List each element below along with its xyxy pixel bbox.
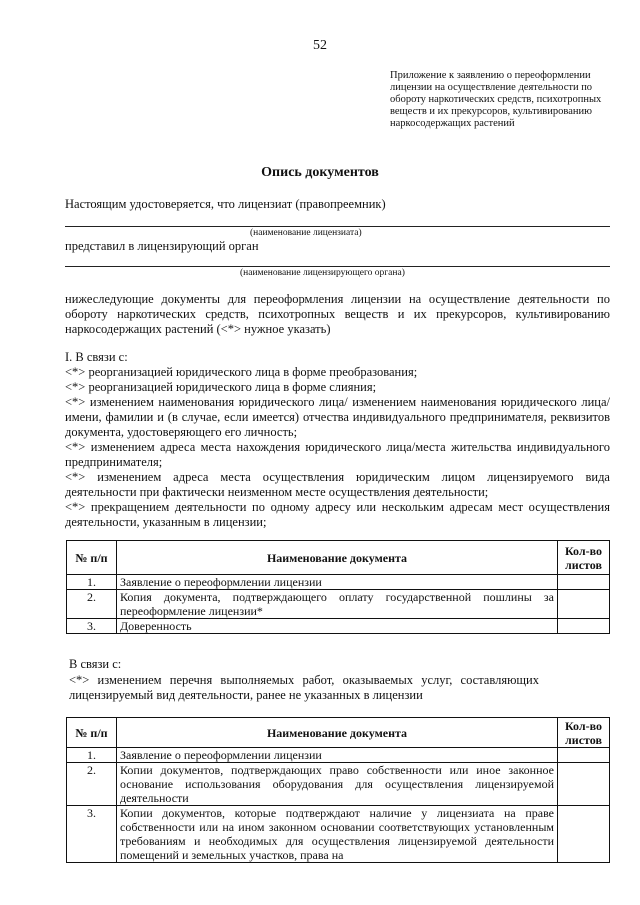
table-header-row	[67, 718, 610, 748]
table-row	[67, 575, 610, 590]
documents-table-1	[66, 540, 610, 634]
row-document-name: Заявление о переоформлении лицензии	[117, 748, 558, 763]
row-sheet-count	[558, 575, 610, 590]
row-document-name: Заявление о переоформлении лицензии	[117, 575, 558, 590]
row-sheet-count	[558, 806, 610, 863]
licensee-caption: (наименование лицензиата)	[250, 228, 362, 238]
col-header-number: № п/п	[67, 718, 117, 748]
col-header-name: Наименование документа	[117, 541, 558, 575]
section1-item: <*> реорганизацией юридического лица в форме слияния;	[65, 380, 377, 394]
authority-caption: (наименование лицензирующего органа)	[240, 268, 405, 278]
col-header-number: № п/п	[67, 541, 117, 575]
table-row	[67, 806, 610, 863]
table-row	[67, 748, 610, 763]
documents-table-2	[66, 717, 610, 863]
row-document-name: Копии документов, которые подтверждают наличие у лицензиата на праве собственности или на ином законном основании соответствующих установленным требованиям и необходимых для осуществления лицензируемой деятельности помещений и земельных участков, права на	[117, 806, 558, 863]
row-sheet-count	[558, 763, 610, 806]
row-sheet-count	[558, 590, 610, 619]
row-sheet-count	[558, 748, 610, 763]
row-document-name: Копии документов, подтверждающих право собственности или иное законное основание использования оборудования для осуществления лицензируемой деятельности	[117, 763, 558, 806]
certify-line: Настоящим удостоверяется, что лицензиат (правопреемник)	[65, 197, 386, 211]
page-number: 52	[313, 38, 327, 53]
table-header-row	[67, 541, 610, 575]
row-number: 3.	[67, 619, 117, 634]
row-sheet-count	[558, 619, 610, 634]
row-number: 1.	[67, 575, 117, 590]
document-title: Опись документов	[261, 165, 379, 180]
section1-item: <*> реорганизацией юридического лица в форме преобразования;	[65, 365, 418, 379]
table-row	[67, 619, 610, 634]
section2-item: <*> изменением перечня выполняемых работ, оказываемых услуг, составляющих лицензируемый вид деятельности, ранее не указанных в лицензии	[69, 673, 539, 702]
row-number: 1.	[67, 748, 117, 763]
section1-heading: I. В связи с:	[65, 350, 128, 364]
submitted-line: представил в лицензирующий орган	[65, 239, 259, 253]
licensee-blank-line	[65, 226, 610, 227]
section1-item: <*> изменением адреса места осуществления юридическим лицом лицензируемого вида деятельности при фактически неизменном месте осуществления деятельности;	[65, 470, 610, 499]
authority-blank-line	[65, 266, 610, 267]
section2-heading: В связи с:	[69, 657, 122, 671]
intro-paragraph: нижеследующие документы для переоформления лицензии на осуществление деятельности по обороту наркотических средств, психотропных веществ и их прекурсоров, культивированию наркосодержащих растений (<*> нужное указать)	[65, 292, 610, 336]
row-number: 2.	[67, 590, 117, 619]
row-document-name: Копия документа, подтверждающего оплату государственной пошлины за переоформление лицензии*	[117, 590, 558, 619]
col-header-name: Наименование документа	[117, 718, 558, 748]
col-header-sheets: Кол-во листов	[558, 718, 610, 748]
col-header-sheets: Кол-во листов	[558, 541, 610, 575]
row-number: 2.	[67, 763, 117, 806]
row-number: 3.	[67, 806, 117, 863]
section1-item: <*> изменением адреса места нахождения юридического лица/места жительства индивидуального предпринимателя;	[65, 440, 610, 469]
appendix-note: Приложение к заявлению о переоформлении лицензии на осуществление деятельности по обороту наркотических средств, психотропных веществ и их прекурсоров, культивированию наркосодержащих растений	[390, 70, 602, 129]
section1-item: <*> прекращением деятельности по одному адресу или нескольким адресам мест осуществления деятельности, указанным в лицензии;	[65, 500, 610, 529]
section1-item: <*> изменением наименования юридического лица/ изменением наименования юридического лица/ имени, фамилии и (в случае, если имеется) отчества индивидуального предпринимателя, реквизитов документа, удостоверяющего его личность;	[65, 395, 610, 439]
table-row	[67, 763, 610, 806]
section1	[65, 350, 610, 530]
row-document-name: Доверенность	[117, 619, 558, 634]
table-row	[67, 590, 610, 619]
